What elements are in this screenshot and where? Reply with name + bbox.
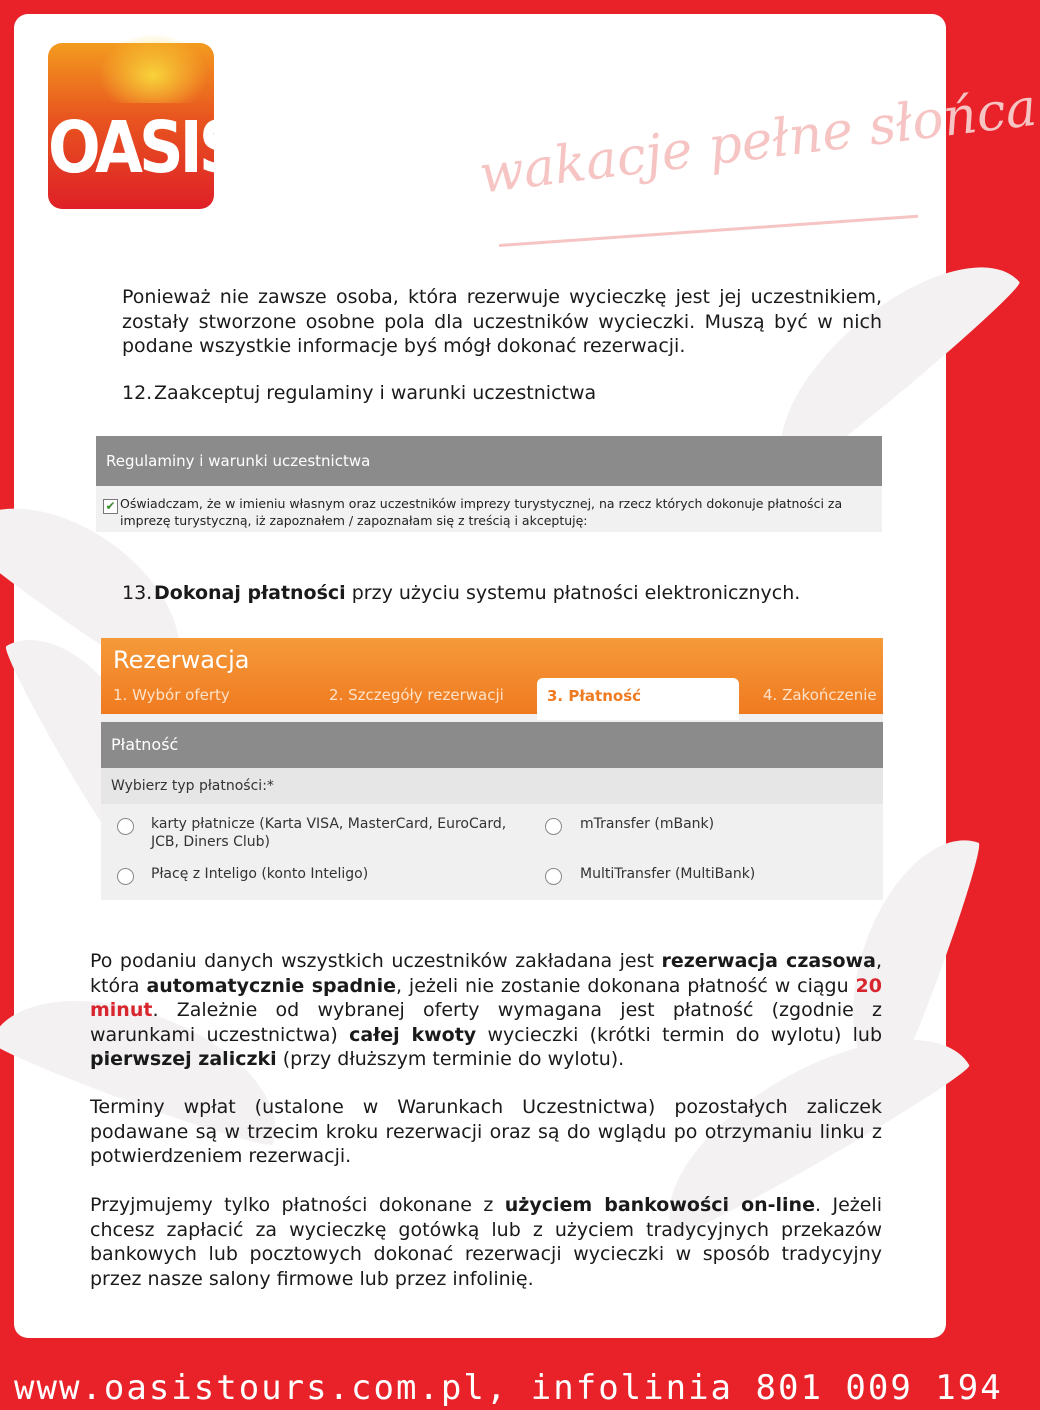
payment-terms-paragraph: Terminy wpłat (ustalone w Warunkach Uczestnictwa) pozostałych zaliczek podawane są w trzecim kroku rezerwacji oraz są do wglądu po otrzymaniu linku z potwierdzeniem rezerwacji. bbox=[90, 1096, 882, 1167]
intro-paragraph: Ponieważ nie zawsze osoba, która rezerwuje wycieczkę jest jej uczestnikiem, zostały stworzone osobne pola dla uczestników wycieczki. Muszą być w nich podane wszystkie informacje byś mógł dokonać rezerwacji. bbox=[122, 286, 882, 357]
step-13 bbox=[122, 582, 800, 604]
accept-terms-text: Oświadczam, że w imieniu własnym oraz uczestników imprezy turystycznej, na rzecz których dokonuje płatności za imprezę turystyczną, iż zapoznałem / zapoznałam się z treścią i akceptuję: bbox=[120, 496, 843, 528]
online-payment-paragraph bbox=[90, 1193, 882, 1291]
text-span: . Jeżeli chcesz zapłacić za wycieczkę gotówką lub z użyciem tradycyjnych przekazów bankowych lub pocztowych dokonać rezerwacji wycieczki w sposób tradycyjny przez nasze salony firmowe lub przez infolinię. bbox=[90, 1194, 882, 1290]
card-payment-radio[interactable] bbox=[117, 818, 134, 835]
mtransfer-radio[interactable] bbox=[545, 818, 562, 835]
step-label-bold: Dokonaj płatności bbox=[154, 582, 346, 604]
tab-payment[interactable]: 3. Płatność bbox=[537, 678, 739, 720]
red-20-minutes: 20 minut bbox=[90, 974, 882, 1021]
terms-panel bbox=[96, 436, 882, 532]
oasis-tours-logo bbox=[48, 43, 240, 240]
card-payment-label[interactable]: karty płatnicze (Karta VISA, MasterCard, EuroCard, JCB, Diners Club) bbox=[151, 816, 507, 850]
reservation-header bbox=[101, 638, 883, 714]
bold-temp-reservation: rezerwacja czasowa bbox=[661, 950, 876, 972]
tab-details[interactable]: 2. Szczegóły rezerwacji bbox=[329, 686, 504, 704]
bold-first-deposit: pierwszej zaliczki bbox=[90, 1048, 277, 1070]
text-span: (przy dłuższym terminie do wylotu). bbox=[276, 1048, 625, 1070]
tab-offer[interactable]: 1. Wybór oferty bbox=[113, 686, 230, 704]
step-number: 12. bbox=[122, 382, 153, 404]
payment-type-prompt: Wybierz typ płatności:* bbox=[101, 768, 883, 804]
footer-contact: www.oasistours.com.pl, infolinia 801 009 194 bbox=[14, 1368, 1003, 1408]
text-span: Przyjmujemy tylko płatności dokonane z bbox=[90, 1194, 505, 1216]
step-label-rest: przy użyciu systemu płatności elektronicznych. bbox=[345, 582, 801, 604]
inteligo-radio[interactable] bbox=[117, 868, 134, 885]
reservation-title: Rezerwacja bbox=[113, 646, 250, 674]
tab-finish[interactable]: 4. Zakończenie bbox=[763, 686, 877, 704]
multitransfer-radio[interactable] bbox=[545, 868, 562, 885]
slogan-underline bbox=[499, 215, 918, 247]
palm-sun-icon bbox=[98, 33, 208, 103]
text-span: , która bbox=[90, 950, 882, 997]
text-span: Po podaniu danych wszystkich uczestników zakładana jest bbox=[90, 950, 662, 972]
multitransfer-label[interactable]: MultiTransfer (MultiBank) bbox=[580, 866, 756, 882]
mtransfer-label[interactable]: mTransfer (mBank) bbox=[580, 816, 715, 832]
accept-terms-checkbox[interactable]: ✔ bbox=[103, 499, 118, 514]
step-12 bbox=[122, 382, 596, 404]
step-label: Zaakceptuj regulaminy i warunki uczestnictwa bbox=[154, 382, 597, 404]
step-number: 13. bbox=[122, 582, 153, 604]
logo-brand: OASIS bbox=[48, 105, 240, 190]
bold-online-banking: użyciem bankowości on-line bbox=[504, 1194, 815, 1216]
text-span: , jeżeli nie zostanie dokonana płatność w ciągu bbox=[395, 974, 856, 997]
terms-panel-title: Regulaminy i warunki uczestnictwa bbox=[96, 436, 882, 486]
slogan: wakacje pełne słońca bbox=[476, 77, 1040, 206]
inteligo-label[interactable]: Płacę z Inteligo (konto Inteligo) bbox=[151, 866, 369, 882]
payment-section-title: Płatność bbox=[101, 722, 883, 768]
bold-auto-cancel: automatycznie spadnie bbox=[146, 974, 396, 997]
bold-full-amount: całej kwoty bbox=[349, 1023, 477, 1046]
reservation-paragraph bbox=[90, 949, 882, 1072]
payment-panel bbox=[101, 638, 883, 900]
text-span: . Zależnie od wybranej oferty wymagana jest płatność (zgodnie z warunkami uczestnictwa) bbox=[90, 999, 882, 1046]
logo-sub: TOURS bbox=[86, 215, 176, 240]
text-span: wycieczki (krótki termin do wylotu) lub bbox=[476, 1023, 883, 1046]
